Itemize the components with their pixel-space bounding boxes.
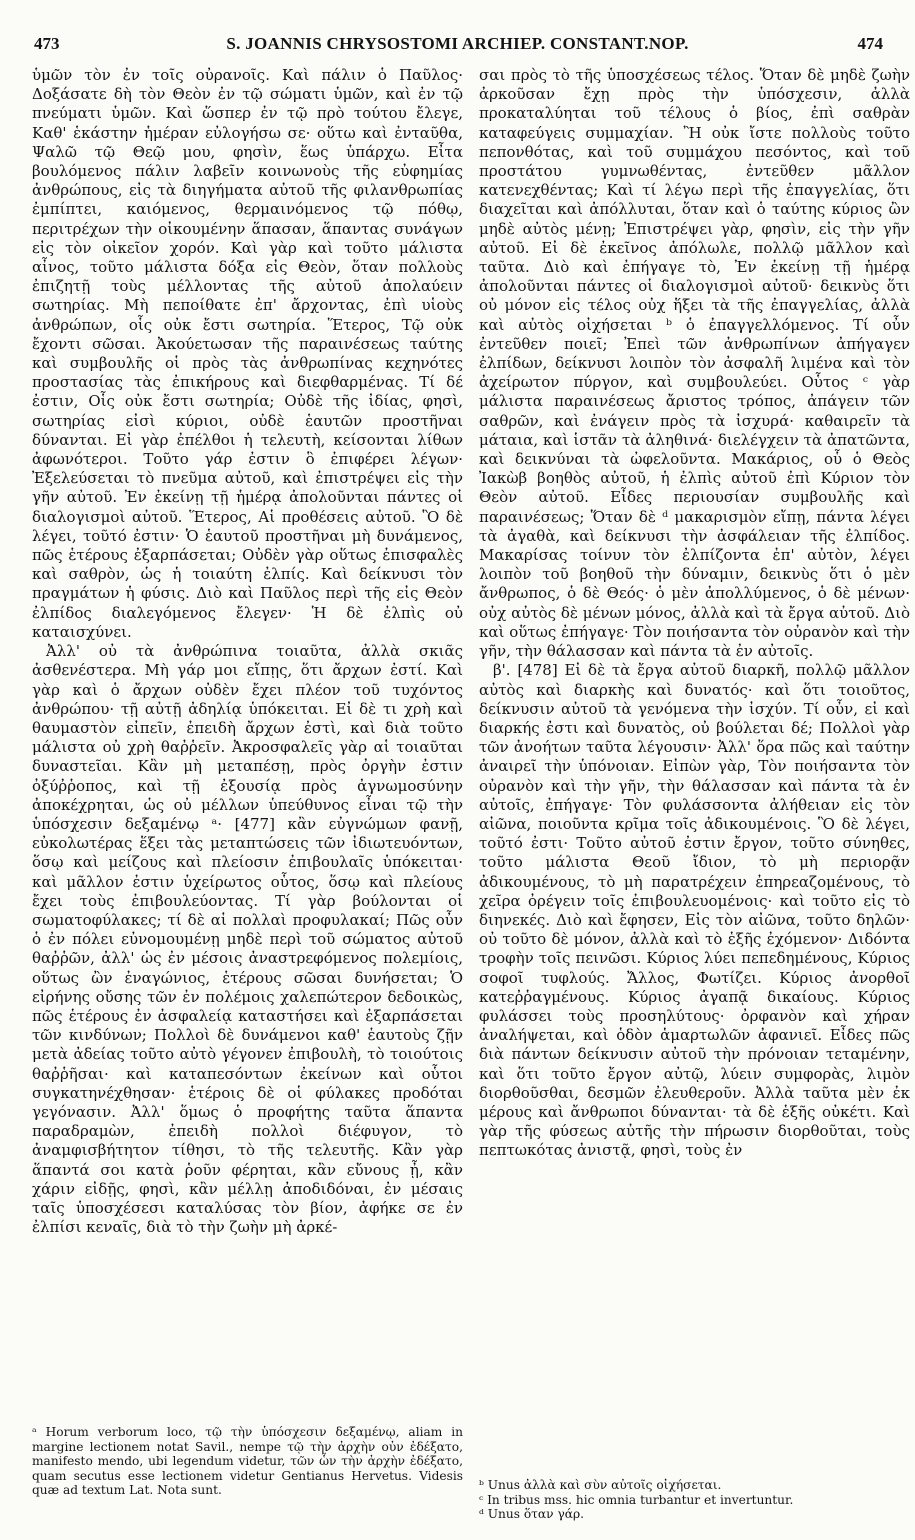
footnote-d: ᵈ Unus ὅταν γάρ. [479, 1507, 584, 1522]
left-column [32, 66, 463, 1237]
running-title: S. JOANNIS CHRYSOSTOMI ARCHIEP. CONSTANT.NOP. [226, 34, 689, 53]
footnote-b: ᵇ Unus ἀλλὰ καὶ σὺν αὐτοῖς οἰχήσεται. [479, 1478, 722, 1492]
right-paragraph-2: β'. [478] Εἰ δὲ τὰ ἔργα αὐτοῦ διαρκῆ, πολλῷ μᾶλλον αὐτὸς καὶ διαρκὴς καὶ δυνατός· καὶ ὅτι τοιοῦτος, δείκνυσιν αὐτοῦ τὰ γενόμενα τὴν ἰσχύν. Τί οὖν, εἰ καὶ διαρκής ἐστι καὶ δυνατὸς, οὐ βούλεται δέ; Πολλοὶ γὰρ τῶν ἀνοήτων ταῦτα λέγουσιν· Ἀλλ' ὅρα πῶς καὶ ταύτην ἀναιρεῖ τὴν ὑπόνοιαν. Εἰπὼν γὰρ, Τὸν ποιήσαντα τὸν οὐρανὸν καὶ τὴν γῆν, τὴν θάλασσαν καὶ πάντα τὰ ἐν αὐτοῖς, ἐπήγαγε· Τὸν φυλάσσοντα ἀλήθειαν εἰς τὸν αἰῶνα, ποιοῦντα κρῖμα τοῖς ἀδικουμένοις. Ὃ δὲ λέγει, τοῦτό ἐστι· Τοῦτο αὐτοῦ ἐστιν ἔργον, τοῦτο σύνηθες, τοῦτο μάλιστα Θεοῦ ἴδιον, τὸ μὴ περιορᾷν ἀδικουμένους, τὸ μὴ παρατρέχειν ἐπηρεαζομένους, τὸ χεῖρα ὀρέγειν τοῖς ἐπιβουλευομένοις· καὶ τοῦτο εἰς τὸ διηνεκές. Διὸ καὶ ἔφησεν, Εἰς τὸν αἰῶνα, τοῦτο δηλῶν· οὐ τοῦτο δὲ μόνον, ἀλλὰ καὶ τὸ ἑξῆς ἐχόμενον· Διδόντα τροφὴν τοῖς πεινῶσι. Κύριος λύει πεπεδημένους, Κύριος σοφοῖ τυφλούς. Ἄλλος, Φωτίζει. Κύριος ἀνορθοῖ κατεῤῥαγμένους. Κύριος ἀγαπᾷ δικαίους. Κύριος φυλάσσει τοὺς προσηλύτους· ὀρφανὸν καὶ χήραν ἀναλήψεται, καὶ ὁδὸν ἁμαρτωλῶν ἀφανιεῖ. Εἶδες πῶς διὰ πάντων δείκνυσιν αὐτοῦ τὴν πρόνοιαν τεταμένην, καὶ ὅτι τοῦτο ἔργον αὐτῷ, λύειν συμφορὰς, λιμὸν διορθοῦσθαι, δεσμῶν ἐλευθεροῦν. Ἀλλὰ ταῦτα μὲν ἐκ μέρους καὶ ἄνθρωποι δύνανται· τὰ δὲ ἑξῆς οὐκέτι. Καὶ γὰρ τῆς φύσεως αὐτῆς τὴν πήρωσιν διορθοῦται, τοὺς πεπτωκότας ἀνιστᾷ, φησὶ, τοὺς ἐν [479, 661, 910, 1160]
right-paragraph-1: σαι πρὸς τὸ τῆς ὑποσχέσεως τέλος. Ὅταν δὲ μηδὲ ζωὴν ἀρκοῦσαν ἔχῃ πρὸς τὴν ὑπόσχεσιν, ἀλλὰ προκαταλύηται τοῦ τέλους ὁ βίος, ἐπὶ σαθρὰν καταφεύγεις συμμαχίαν. Ἢ οὐκ ἴστε πολλοὺς τοῦτο πεπονθότας, καὶ τοῦ συμμάχου πεσόντος, καὶ τοῦ προστάτου γυμνωθέντας, ἐντεῦθεν μᾶλλον κατενεχθέντας; Καὶ τί λέγω περὶ τῆς ἐπαγγελίας, ὅτι διαχεῖται καὶ ἀπόλλυται, ὅταν καὶ ὁ ταύτης κύριος ὢν μηδὲ αὐτὸς μένῃ; Ἐπιστρέψει γὰρ, φησὶν, εἰς τὴν γῆν αὐτοῦ. Εἰ δὲ ἐκεῖνος ἀπόλωλε, πολλῷ μᾶλλον καὶ ταῦτα. Διὸ καὶ ἐπήγαγε τὸ, Ἐν ἐκείνῃ τῇ ἡμέρᾳ ἀπολοῦνται πάντες οἱ διαλογισμοὶ αὐτοῦ· δεικνὺς ὅτι οὐ μόνον εἰς τέλος οὐχ ἥξει τὰ τῆς ἐπαγγελίας, ἀλλὰ καὶ αὐτὸς οἰχήσεται ᵇ ὁ ἐπαγγελλόμενος. Τί οὖν ἐντεῦθεν ποιεῖ; Ἐπεὶ τῶν ἀνθρωπίνων ἀπήγαγεν ἐλπίδων, δείκνυσι λοιπὸν τὸν ἀσφαλῆ λιμένα καὶ τὸν ἀχείρωτον πύργον, καὶ συμβουλεύει. Οὗτος ᶜ γὰρ μάλιστα παραινέσεως ἄριστος τρόπος, ἀπάγειν τῶν σαθρῶν, καὶ ἐνάγειν πρὸς τὰ ἰσχυρά· καθαιρεῖν τὰ μάταια, καὶ ἱστᾶν τὰ ἀληθινά· διελέγχειν τὰ ἀπατῶντα, καὶ δεικνύναι τὰ ὠφελοῦντα. Μακάριος, οὗ ὁ Θεὸς Ἰακὼβ βοηθὸς αὐτοῦ, ἡ ἐλπὶς αὐτοῦ ἐπὶ Κύριον τὸν Θεὸν αὐτοῦ. Εἶδες περιουσίαν συμβουλῆς καὶ παραινέσεως; Ὅταν δὲ ᵈ μακαρισμὸν εἴπῃ, πάντα λέγει τὰ ἀγαθὰ, καὶ δείκνυσι τὴν ἀσφάλειαν τῆς ἐλπίδος. Μακαρίσας τοίνυν τὸν ἐλπίζοντα ἐπ' αὐτὸν, λέγει λοιπὸν τοῦ βοηθοῦ τὴν δύναμιν, δεικνὺς ὅτι ὁ μὲν ἄνθρωπος, ὁ δὲ Θεός· ὁ μὲν ἀπολλύμενος, ὁ δὲ μένων· οὐχ αὐτὸς δὲ μένων μόνος, ἀλλὰ καὶ τὰ ἔργα αὐτοῦ. Διὸ καὶ οὕτως ἐπήγαγε· Τὸν ποιήσαντα τὸν οὐρανὸν καὶ τὴν γῆν, τὴν θάλασσαν καὶ πάντα τὰ ἐν αὐτοῖς. [479, 66, 910, 661]
footnote-c: ᶜ In tribus mss. hic omnia turbantur et invertuntur. [479, 1492, 794, 1507]
footnotes-right [479, 1478, 899, 1522]
running-header [30, 28, 885, 54]
page-number-right: 474 [857, 34, 883, 53]
text-columns [30, 66, 910, 1426]
page-number-left: 473 [34, 34, 60, 53]
left-paragraph-1: ὑμῶν τὸν ἐν τοῖς οὐρανοῖς. Καὶ πάλιν ὁ Παῦλος· Δοξάσατε δὴ τὸν Θεὸν ἐν τῷ σώματι ὑμῶν, καὶ ἐν τῷ πνεύματι ὑμῶν. Καὶ ὥσπερ ἐν τῷ πρὸ τούτου ἔλεγε, Καθ' ἑκάστην ἡμέραν εὐλογήσω σε· οὕτω καὶ ἐνταῦθα, Ψαλῶ τῷ Θεῷ μου, φησὶν, ἕως ὑπάρχω. Εἶτα βουλόμενος πάλιν λαβεῖν κοινωνοὺς τῆς εὐφημίας ἀνθρώπους, εἰς τὰ διηγήματα αὐτοῦ τῆς φιλανθρωπίας ἐμπίπτει, καιόμενος, θερμαινόμενος τῷ πόθῳ, περιτρέχων τὴν οἰκουμένην ἅπασαν, ἅπαντας συνάγων εἰς τὸν οἰκεῖον χορόν. Καὶ γὰρ καὶ τοῦτο μάλιστα αἶνος, τοῦτο μάλιστα δόξα εἰς Θεὸν, ὅταν πολλοὺς ἐπιζητῇ τοὺς μέλλοντας τῆς αὐτοῦ ἀπολαύειν σωτηρίας. Μὴ πεποίθατε ἐπ' ἄρχοντας, ἐπὶ υἱοὺς ἀνθρώπων, οἷς οὐκ ἔστι σωτηρία. Ἕτερος, Τῷ οὐκ ἔχοντι σῶσαι. Ἀκούετωσαν τῆς παραινέσεως ταύτης καὶ συμβουλῆς οἱ πρὸς τὰς ἀνθρωπίνας κεχηνότες προστασίας τὰς ἐπικήρους καὶ διεφθαρμένας. Τί δέ ἐστιν, Οἷς οὐκ ἔστι σωτηρία; Οὐδὲ τῆς ἰδίας, φησὶ, σωτηρίας εἰσὶ κύριοι, οὐδὲ ἑαυτῶν προστῆναι δύνανται. Εἰ γὰρ ἐπέλθοι ἡ τελευτὴ, κείσονται λίθων ἀφωνότεροι. Τοῦτο γάρ ἐστιν ὃ ἐπιφέρει λέγων· Ἐξελεύσεται τὸ πνεῦμα αὐτοῦ, καὶ ἐπιστρέψει εἰς τὴν γῆν αὐτοῦ. Ἐν ἐκείνῃ τῇ ἡμέρᾳ ἀπολοῦνται πάντες οἱ διαλογισμοὶ αὐτοῦ. Ἕτερος, Αἱ προθέσεις αὐτοῦ. Ὃ δὲ λέγει, τοῦτό ἐστιν· Ὁ ἑαυτοῦ προστῆναι μὴ δυνάμενος, πῶς ἑτέρους ἐξαρπάσεται; Οὐδὲν γὰρ οὕτως ἐπισφαλὲς καὶ σαθρὸν, ὡς ἡ τοιαύτη ἐλπίς. Καὶ δείκνυσι τὸν πραγμάτων ἡ φύσις. Διὸ καὶ Παῦλος περὶ τῆς εἰς Θεὸν ἐλπίδος διαλεγόμενος ἔλεγεν· Ἡ δὲ ἐλπὶς οὐ καταισχύνει. [32, 66, 463, 641]
right-column [479, 66, 910, 1161]
footnote-a: ᵃ Horum verborum loco, τῷ τὴν ὑπόσχεσιν δεξαμένῳ, aliam in margine lectionem notat Savil., nempe τῷ τὴν ἀρχὴν οὐν ἐδέξατο, manifesto mendo, ubi legendum videtur, τῶν ὧν τὴν ἀρχὴν ἐδέξατο, quam secutus esse lectionem videtur Gentianus Hervetus. Videsis quæ ad textum Lat. Nota sunt. [32, 1425, 463, 1498]
left-paragraph-2: Ἀλλ' οὐ τὰ ἀνθρώπινα τοιαῦτα, ἀλλὰ σκιᾶς ἀσθενέστερα. Μὴ γάρ μοι εἴπῃς, ὅτι ἄρχων ἐστί. Καὶ γὰρ καὶ ὁ ἄρχων οὐδὲν ἔχει πλέον τοῦ τυχόντος ἀνθρώπου· τῇ αὐτῇ ἀδηλίᾳ ὑπόκειται. Εἰ δὲ τι χρὴ καὶ θαυμαστὸν εἰπεῖν, ἐπειδὴ ἄρχων ἐστὶ, καὶ διὰ τοῦτο μάλιστα οὐ χρὴ θαῤῥεῖν. Ἀκροσφαλεῖς γὰρ αἱ τοιαῦται δυναστεῖαι. Κἂν μὴ μεταπέσῃ, πρὸς ὀργὴν ἐστιν ὀξύῤῥοπος, καὶ τῇ ἐξουσίᾳ πρὸς ἀγνωμοσύνην ἀποκέχρηται, ὡς οὐ μέλλων ὑπεύθυνος εἶναι τῷ τὴν ὑπόσχεσιν δεξαμένῳ ᵃ· [477] κἂν εὐγνώμων φανῇ, εὐκολωτέρας ἕξει τὰς μεταπτώσεις τῶν ἰδιωτευόντων, ὅσῳ καὶ μείζους καὶ πλείοσιν ἐπιβουλαῖς ὑπόκειται· καὶ μᾶλλον ἐστιν ὑχείρωτος οὗτος, ὅσῳ καὶ πλείους ἔχει τοὺς ἐπιβουλεύοντας. Τί γὰρ βούλονται οἱ σωματοφύλακες; τί δὲ αἱ πολλαὶ προφυλακαί; Πῶς οὖν ὁ ἐν πόλει εὐνομουμένῃ μηδὲ περὶ τοῦ σώματος αὐτοῦ θαῤῥῶν, ἀλλ' ὡς ἐν μέσοις ἀναστρεφόμενος πολεμίοις, οὕτως ὢν ἐναγώνιος, ἑτέρους σῶσαι δυνήσεται; Ὁ εἰρήνης οὔσης τῶν ἐν πολέμοις χαλεπώτερον δεδοικὼς, πῶς ἑτέρους ἐν ἀσφαλείᾳ καταστήσει καὶ ἐξαρπάσεται τῶν κινδύνων; Πολλοὶ δὲ δυνάμενοι καθ' ἑαυτοὺς ζῇν μετὰ ἀδείας τοῦτο αὐτὸ γέγονεν ἐπιβουλὴ, τὸ τοιούτοις θαῤῥῆσαι· καὶ καταπεσόντων ἐκείνων καὶ οὗτοι συγκατηνέχθησαν· ἑτέροις δὲ οἱ φύλακες προδόται γεγόνασιν. Ἀλλ' ὅμως ὁ προφήτης ταῦτα ἅπαντα παραδραμὼν, ἐπειδὴ πολλοὶ διέφυγον, τὸ ἀναμφισβήτητον τίθησι, τὸ τῆς τελευτῆς. Κἂν γὰρ ἅπαντά σοι κατὰ ῥοῦν φέρηται, κἂν εὔνους ᾖ, κἂν χάριν εἰδῇς, φησὶ, κἂν μέλλῃ ἀποδιδόναι, ἐν μέσαις ταῖς ὑποσχέσεσι καταλύσας τὸν βίον, ἀφήκε σε ἐν ἐλπίσι κεναῖς, διὰ τὸ τὴν ζωὴν μὴ ἀρκέ- [32, 642, 463, 1237]
